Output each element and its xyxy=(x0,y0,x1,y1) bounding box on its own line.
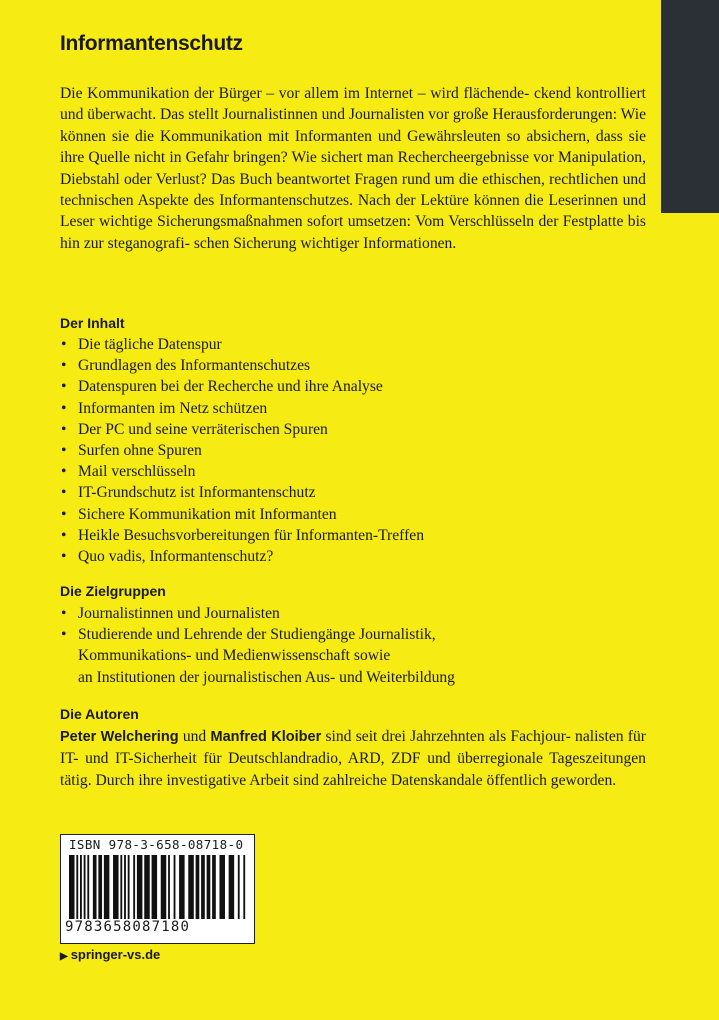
contents-heading: Der Inhalt xyxy=(60,315,125,331)
list-item: • Mail verschlüsseln xyxy=(60,461,650,482)
barcode-bar xyxy=(84,855,86,919)
isbn-barcode xyxy=(60,834,255,944)
barcode-bar xyxy=(144,855,150,919)
list-item: • Datenspuren bei der Recherche und ihre Analyse xyxy=(60,376,650,397)
barcode-bar xyxy=(229,855,235,919)
barcode-bar xyxy=(87,855,89,919)
list-item xyxy=(60,603,650,624)
intro-line: vor große Herausforderungen: Wie können sie die Kommunikation mit xyxy=(60,106,647,145)
authors-heading: Die Autoren xyxy=(60,706,139,722)
barcode-bar xyxy=(80,855,82,919)
intro-line: sofort umsetzen: Vom Verschlüsseln der Festplatte bis hin zur steganografi- xyxy=(60,213,646,252)
intro-line: Die Kommunikation der Bürger – vor allem im Internet – wird flächende- xyxy=(60,85,530,102)
barcode-bar xyxy=(188,855,194,919)
isbn-label: ISBN 978-3-658-08718-0 xyxy=(69,837,244,852)
barcode-bar xyxy=(98,855,102,919)
barcode-bar xyxy=(174,855,176,919)
barcode-digits: 9783658087180 xyxy=(65,919,191,935)
list-item: • Die tägliche Datenspur xyxy=(60,334,650,355)
barcode-bar xyxy=(168,855,170,919)
barcode-bar xyxy=(113,855,119,919)
barcode-bar xyxy=(137,855,143,919)
barcode-bars xyxy=(69,855,247,919)
barcode-bar xyxy=(207,855,211,919)
contents-list xyxy=(60,334,650,567)
list-item: • Der PC und seine verräterischen Spuren xyxy=(60,419,650,440)
intro-line: Lektüre können die Leserinnen und Leser wichtige Sicherungsmaßnahmen xyxy=(60,192,647,231)
author-name: Peter Welchering xyxy=(60,729,179,745)
audience-list xyxy=(60,603,650,688)
barcode-bar xyxy=(104,855,110,919)
arrow-right-icon: ▶ xyxy=(60,951,68,962)
barcode-bar xyxy=(179,855,185,919)
list-item-line: Kommunikations- und Medienwissenschaft sowie xyxy=(78,647,391,665)
list-item-line: Studierende und Lehrende der Studiengänge Journalistik, xyxy=(78,626,436,644)
intro-line: ckend kontrolliert und überwacht. Das stellt Journalistinnen und Journalisten xyxy=(60,85,646,124)
barcode-bar xyxy=(93,855,97,919)
intro-line: Gefahr bringen? Wie sichert man Rechercheergebnisse vor Manipulation, xyxy=(185,149,646,167)
audience-heading: Die Zielgruppen xyxy=(60,583,166,599)
barcode-bar xyxy=(238,855,240,919)
website-label: springer-vs.de xyxy=(70,947,161,962)
barcode-bar xyxy=(69,855,75,919)
list-item: • Surfen ohne Spuren xyxy=(60,440,650,461)
side-color-bar xyxy=(661,0,719,213)
barcode-bar xyxy=(133,855,135,919)
authors-and: und xyxy=(182,728,207,745)
authors-paragraph xyxy=(60,726,646,791)
list-item: • Heikle Besuchsvorbereitungen für Informanten-Treffen xyxy=(60,525,650,546)
barcode-bar xyxy=(243,855,245,919)
barcode-bar xyxy=(124,855,126,919)
intro-line: Informanten und Gewährsleuten so absichern, dass sie ihre Quelle nicht in xyxy=(60,127,646,167)
barcode-bar xyxy=(212,855,216,919)
list-item: • Quo vadis, Informantenschutz? xyxy=(60,546,650,567)
list-item: • Informanten im Netz schützen xyxy=(60,398,650,419)
barcode-bar xyxy=(76,855,78,919)
list-item: • IT-Grundschutz ist Informantenschutz xyxy=(60,482,650,503)
barcode-bar xyxy=(128,855,130,919)
authors-line: nalisten für IT- und IT-Sicherheit für Deutschlandradio, ARD, ZDF und xyxy=(60,728,646,768)
author-name: Manfred Kloiber xyxy=(210,729,322,745)
list-item-line: an Institutionen der journalistischen Aus- und Weiterbildung xyxy=(78,668,455,686)
barcode-bar xyxy=(219,855,225,919)
authors-line: zahlreiche Datenskandale öffentlich geworden. xyxy=(322,771,617,789)
authors-line: sind seit drei Jahrzehnten als Fachjour- xyxy=(325,728,571,745)
intro-line: rechtlichen und technischen Aspekte des Informantenschutzes. Nach der xyxy=(60,170,646,210)
authors-line: überregionale Tageszeitungen tätig. Durch ihre investigative Arbeit sind xyxy=(60,750,646,789)
book-title: Informantenschutz xyxy=(60,32,243,55)
publisher-website xyxy=(60,947,160,962)
barcode-bar xyxy=(152,855,158,919)
barcode-bar xyxy=(196,855,200,919)
list-item: • Sichere Kommunikation mit Informanten xyxy=(60,504,650,525)
intro-line: Diebstahl oder Verlust? Das Buch beantwortet Fragen rund um die ethischen, xyxy=(60,170,545,188)
list-item-line: Journalistinnen und Journalisten xyxy=(78,605,280,622)
barcode-bar xyxy=(161,855,167,919)
list-item xyxy=(60,624,650,688)
list-item: • Grundlagen des Informantenschutzes xyxy=(60,355,650,376)
intro-line: schen Sicherung wichtiger Informationen. xyxy=(193,234,457,252)
intro-paragraph xyxy=(60,83,646,254)
barcode-bar xyxy=(120,855,122,919)
barcode-bar xyxy=(201,855,205,919)
